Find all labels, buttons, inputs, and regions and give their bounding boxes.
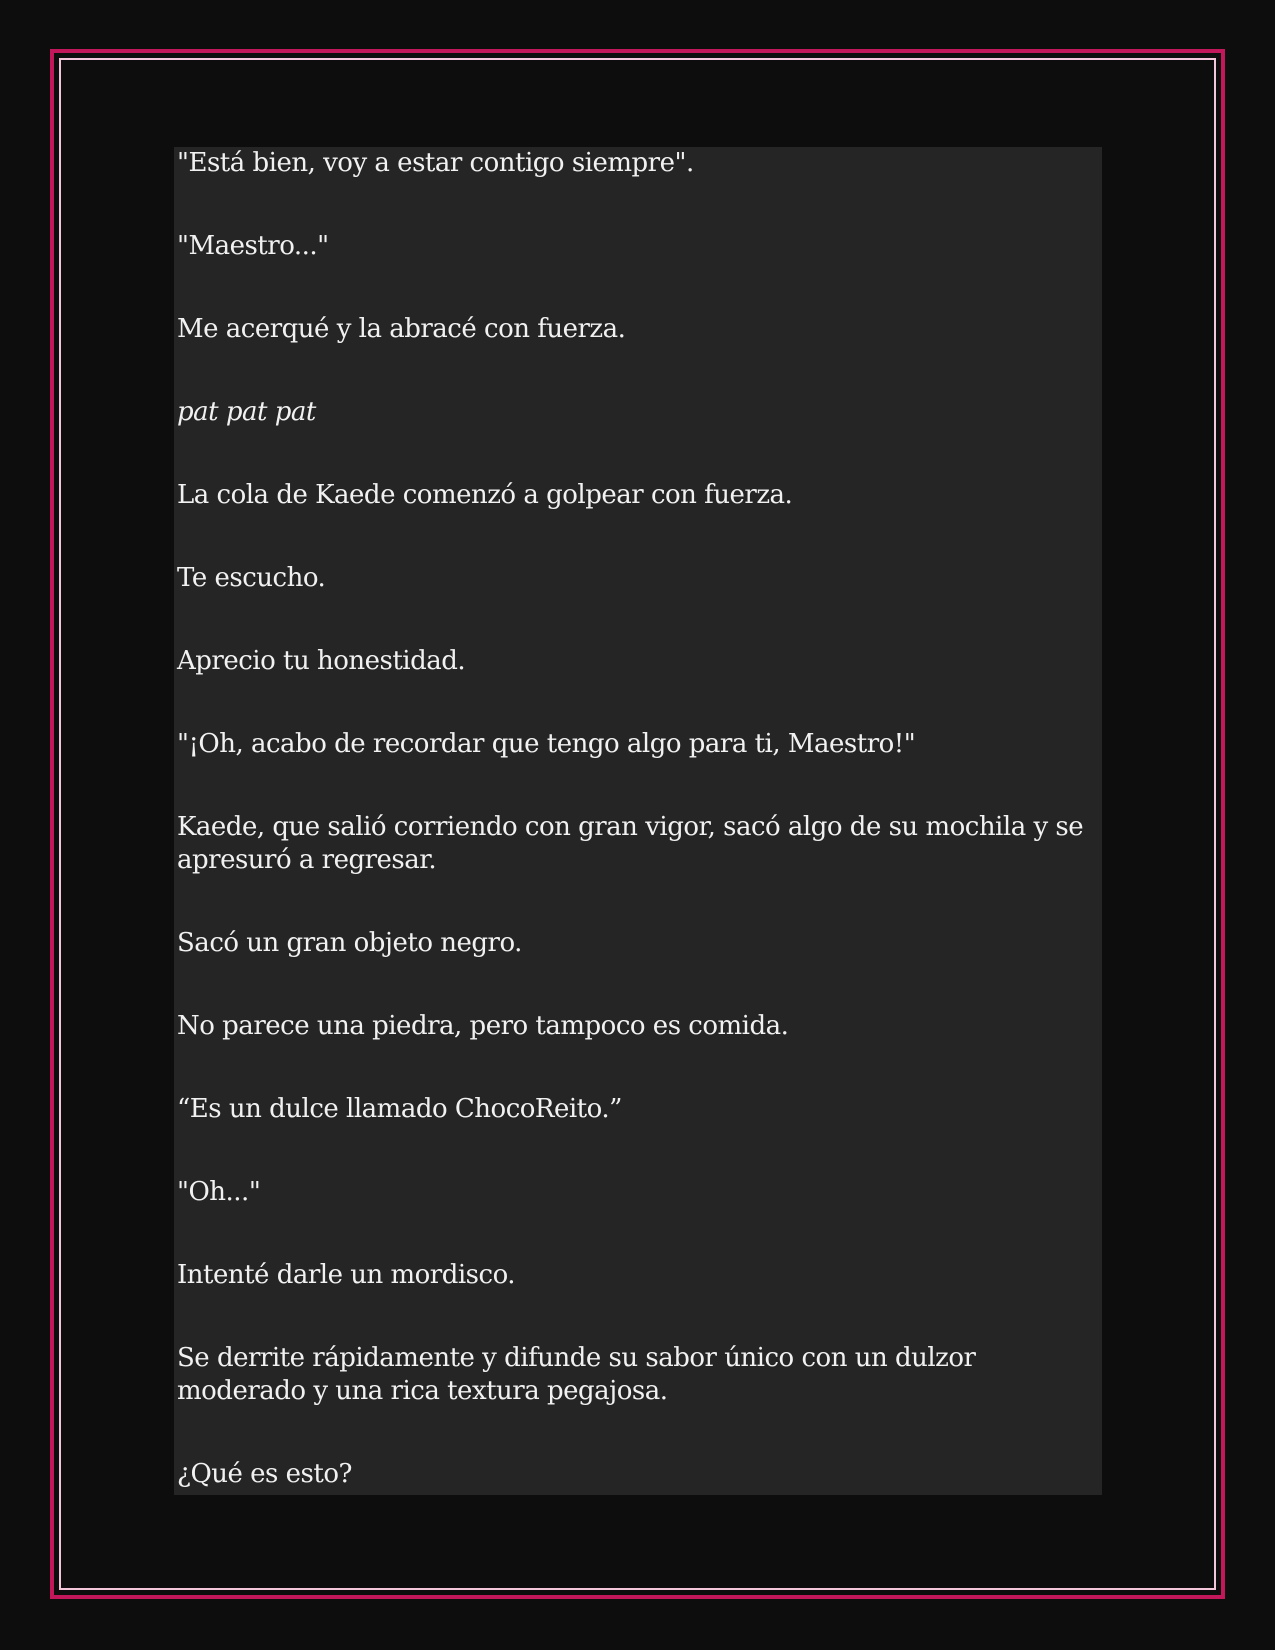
paragraph-11: No parece una piedra, pero tampoco es comida. [177,1011,789,1041]
paragraph-4: pat pat pat [177,397,316,427]
paragraph-8: "¡Oh, acabo de recordar que tengo algo para ti, Maestro!" [177,729,916,759]
paragraph-2: "Maestro..." [177,231,329,261]
paragraph-5: La cola de Kaede comenzó a golpear con fuerza. [177,480,793,510]
paragraph-9: Kaede, que salió corriendo con gran vigor, sacó algo de su mochila y se apresuró a regresar. [177,812,1084,875]
paragraph-7: Aprecio tu honestidad. [177,646,466,676]
paragraph-10: Sacó un gran objeto negro. [177,928,522,958]
paragraph-12: “Es un dulce llamado ChocoReito.” [177,1094,622,1124]
paragraph-16: ¿Qué es esto? [177,1459,352,1489]
paragraph-1: "Está bien, voy a estar contigo siempre". [177,148,694,178]
paragraph-14: Intenté darle un mordisco. [177,1260,516,1290]
paragraph-13: "Oh..." [177,1177,261,1207]
text-page [174,147,1102,1495]
paragraph-6: Te escucho. [177,563,326,593]
paragraph-3: Me acerqué y la abracé con fuerza. [177,314,626,344]
paragraph-15: Se derrite rápidamente y difunde su sabor único con un dulzor moderado y una rica textura pegajosa. [177,1343,976,1406]
